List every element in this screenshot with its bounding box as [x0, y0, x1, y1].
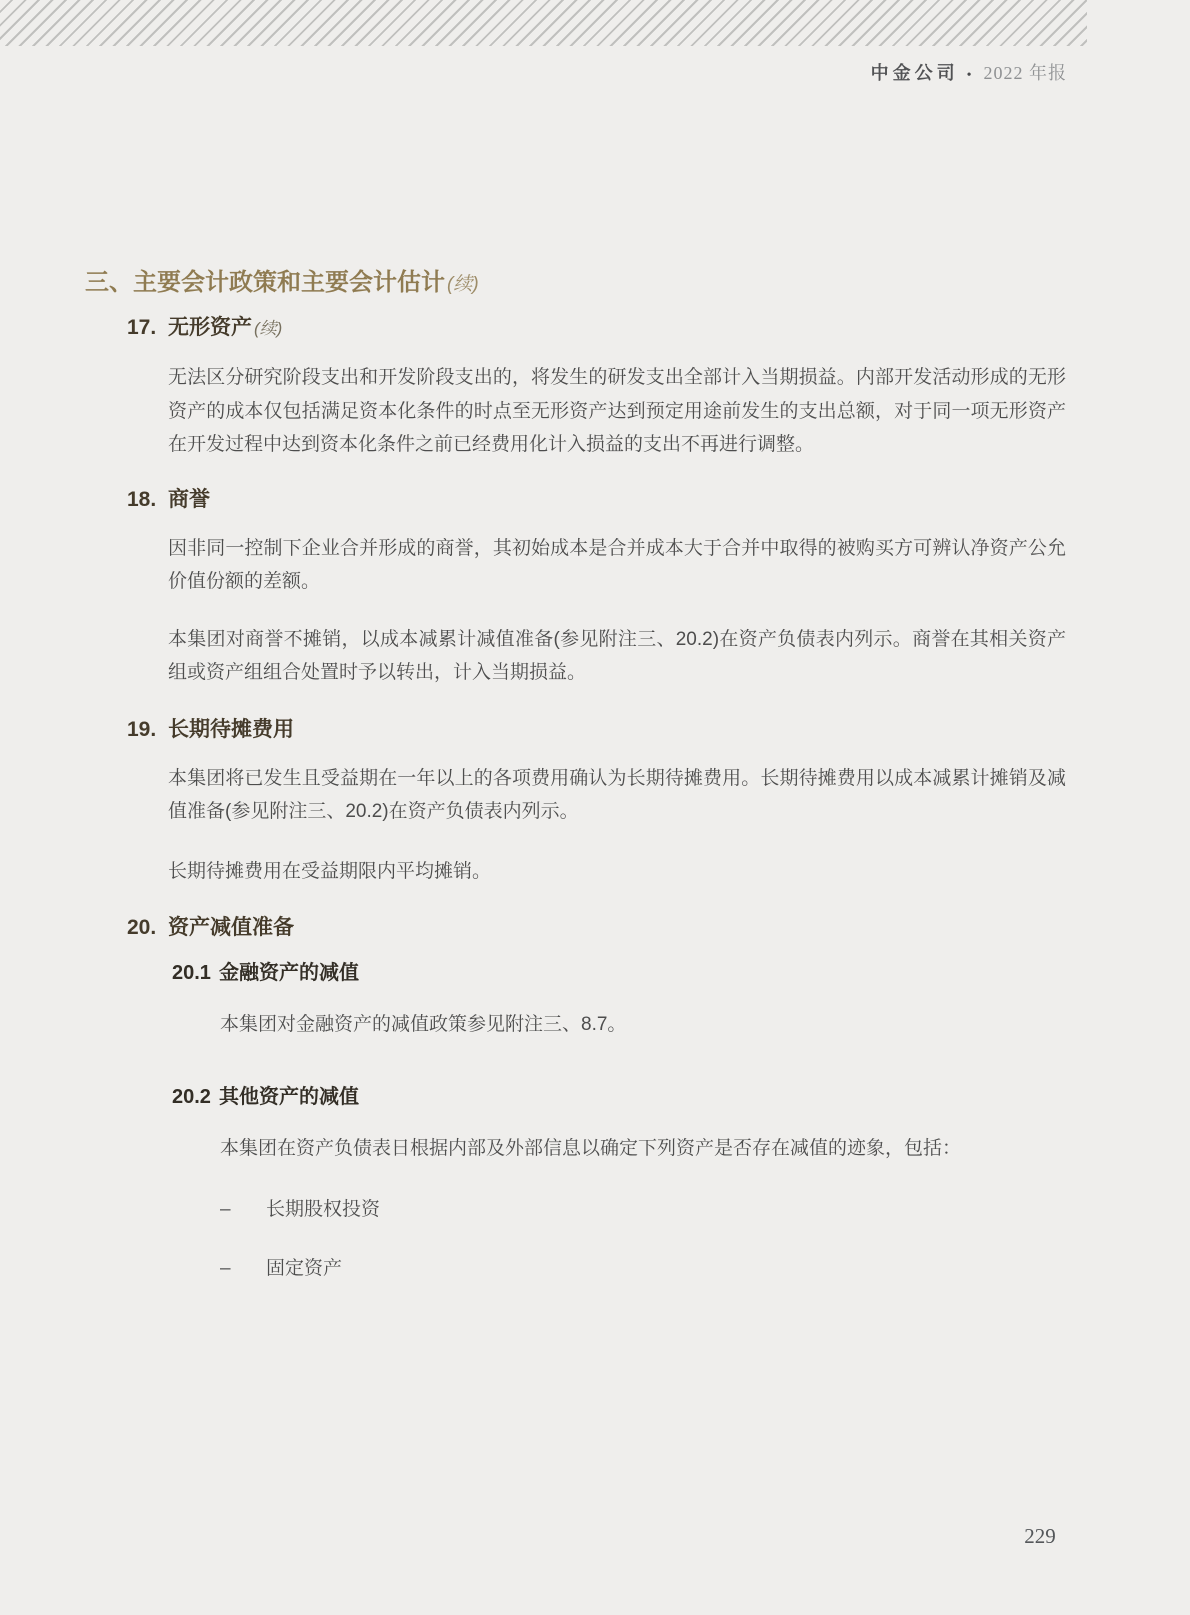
section-heading — [85, 486, 1106, 514]
section-continued: (续) — [254, 319, 283, 338]
chapter-title-continued: (续) — [447, 274, 479, 295]
subsection-title: 其他资产的减值 — [219, 1085, 359, 1108]
page-content — [85, 268, 1106, 1310]
page-number: 229 — [1024, 1524, 1056, 1548]
chapter-title-text: 三、主要会计政策和主要会计估计 — [85, 269, 445, 296]
subsection-number: 20.2 — [172, 1085, 211, 1108]
separator-dot: • — [966, 68, 972, 83]
paragraph: 本集团对金融资产的减值政策参见附注三、8.7。 — [220, 1014, 627, 1035]
list-dash: – — [220, 1199, 231, 1220]
paragraph: 因非同一控制下企业合并形成的商誉，其初始成本是合并成本大于合并中取得的被购买方可辨认净资产公允价值份额的差额。 — [168, 537, 1066, 592]
subsection-number: 20.1 — [172, 962, 211, 984]
section-title: 资产减值准备 — [168, 916, 294, 939]
subsection-20-1-financial-asset-impairment — [85, 960, 1106, 1042]
report-edition: 2022 年报 — [983, 63, 1067, 83]
chapter-title — [85, 268, 1106, 300]
paragraph: 本集团在资产负债表日根据内部及外部信息以确定下列资产是否存在减值的迹象，包括： — [220, 1137, 962, 1159]
page-header — [871, 62, 1067, 87]
section-17-intangible-assets — [85, 314, 1106, 462]
section-title: 商誉 — [168, 487, 210, 511]
list-item-text: 长期股权投资 — [266, 1199, 381, 1220]
section-number: 19. — [127, 717, 157, 741]
list-item-text: 固定资产 — [266, 1257, 343, 1279]
section-number: 18. — [127, 487, 157, 511]
company-name: 中金公司 — [870, 63, 959, 83]
section-20-asset-impairment — [85, 914, 1106, 1285]
paragraph: 本集团将已发生且受益期在一年以上的各项费用确认为长期待摊费用。长期待摊费用以成本减累计摊销及减值准备(参见附注三、20.2)在资产负债表内列示。 — [168, 767, 1066, 822]
subsection-title: 金融资产的减值 — [219, 962, 359, 984]
subsection-20-2-other-asset-impairment — [85, 1084, 1106, 1286]
paragraph: 本集团对商誉不摊销，以成本减累计减值准备(参见附注三、20.2)在资产负债表内列示。商誉在其相关资产组或资产组组合处置时予以转出，计入当期损益。 — [168, 628, 1066, 683]
paragraph: 长期待摊费用在受益期限内平均摊销。 — [168, 860, 492, 882]
subsection-heading — [85, 960, 1106, 986]
section-19-long-term-deferred-expenses — [85, 716, 1106, 889]
list-dash: – — [220, 1257, 231, 1279]
section-heading — [85, 914, 1106, 942]
section-heading — [85, 716, 1106, 744]
section-number: 17. — [127, 316, 157, 339]
list-item — [220, 1193, 1106, 1227]
paragraph: 无法区分研究阶段支出和开发阶段支出的，将发生的研发支出全部计入当期损益。内部开发活动形成的无形资产的成本仅包括满足资本化条件的时点至无形资产达到预定用途前发生的支出总额，对于同一项无形资产在开发过程中达到资本化条件之前已经费用化计入损益的支出不再进行调整。 — [168, 367, 1066, 455]
section-title: 无形资产 — [168, 316, 252, 339]
section-18-goodwill — [85, 486, 1106, 690]
section-number: 20. — [127, 916, 157, 939]
subsection-heading — [85, 1084, 1106, 1110]
diagonal-hatch-band — [0, 0, 1087, 46]
section-heading — [85, 314, 1106, 343]
section-title: 长期待摊费用 — [168, 717, 294, 741]
list-item — [220, 1252, 1106, 1286]
